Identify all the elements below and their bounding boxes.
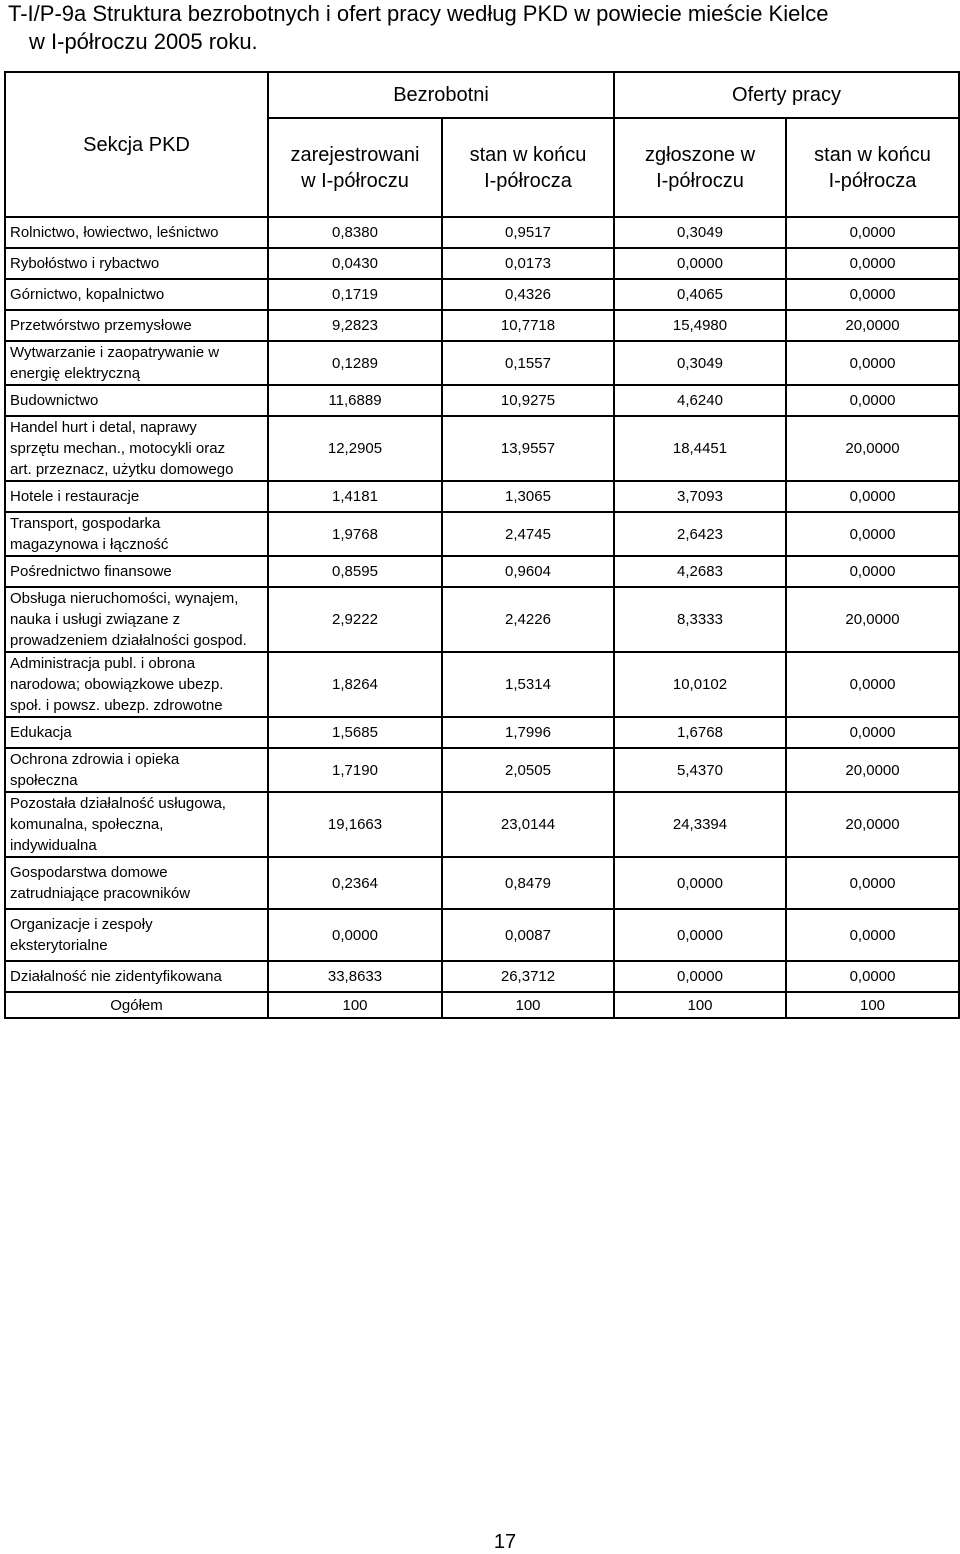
row-label-line: Pośrednictwo finansowe [10,563,172,580]
value-cell: 1,3065 [442,481,614,512]
value-cell: 3,7093 [614,481,786,512]
value-cell: 0,3049 [614,341,786,385]
row-label [5,416,268,481]
value-cell: 0,9604 [442,556,614,587]
value-cell: 0,0430 [268,248,442,279]
value-cell: 2,9222 [268,587,442,652]
page-number: 17 [493,1531,517,1553]
header-line: zgłoszone w [644,143,756,166]
value-cell: 19,1663 [268,792,442,857]
value-cell: 0,0000 [786,961,959,992]
row-label-line: Administracja publ. i obrona [10,655,196,672]
value-cell: 0,4065 [614,279,786,310]
header-oferty-stan [786,118,959,217]
table-row [5,279,959,310]
row-label [5,587,268,652]
value-cell: 13,9557 [442,416,614,481]
row-label-line: energię elektryczną [10,365,141,382]
row-label [5,556,268,587]
value-cell: 18,4451 [614,416,786,481]
header-zarejestrowani [268,118,442,217]
value-cell: 26,3712 [442,961,614,992]
table-row [5,748,959,792]
value-cell: 20,0000 [786,792,959,857]
row-label [5,512,268,556]
value-cell: 2,0505 [442,748,614,792]
header-line: w I-półroczu [301,169,409,192]
value-cell: 0,0000 [614,248,786,279]
document-title [8,0,948,56]
value-cell: 1,7996 [442,717,614,748]
value-cell: 0,0087 [442,909,614,961]
value-cell: 0,0000 [786,512,959,556]
value-cell: 0,3049 [614,217,786,248]
title-line-2: w I-półroczu 2005 roku. [29,29,258,54]
value-cell: 33,8633 [268,961,442,992]
value-cell: 0,9517 [442,217,614,248]
table-row [5,481,959,512]
value-cell: 10,7718 [442,310,614,341]
table-row [5,652,959,717]
row-label-line: narodowa; obowiązkowe ubezp. [10,676,224,693]
row-label-line: prowadzeniem działalności gospod. [10,632,247,649]
total-value-cell: 100 [614,992,786,1018]
row-label-line: Handel hurt i detal, naprawy [10,419,197,436]
header-line: I-półrocza [484,169,572,192]
header-sekcja-pkd: Sekcja PKD [5,72,268,217]
row-label-line: zatrudniające pracowników [10,885,191,902]
total-value-cell: 100 [786,992,959,1018]
value-cell: 0,0000 [786,556,959,587]
pkd-structure-table [4,71,960,1019]
value-cell: 0,1719 [268,279,442,310]
table-row [5,310,959,341]
row-label [5,341,268,385]
row-label-line: komunalna, społeczna, [10,816,164,833]
row-label-line: art. przeznacz, użytku domowego [10,461,234,478]
row-label-line: Działalność nie zidentyfikowana [10,968,222,985]
table-row [5,961,959,992]
row-label [5,652,268,717]
row-label [5,748,268,792]
row-label [5,909,268,961]
table-row [5,217,959,248]
value-cell: 4,2683 [614,556,786,587]
value-cell: 8,3333 [614,587,786,652]
header-line: I-półrocza [828,169,917,192]
value-cell: 11,6889 [268,385,442,416]
value-cell: 0,1289 [268,341,442,385]
value-cell: 20,0000 [786,587,959,652]
row-label-line: Przetwórstwo przemysłowe [10,317,192,334]
row-label-line: Transport, gospodarka [10,515,161,532]
value-cell: 0,0000 [786,217,959,248]
header-oferty-pracy: Oferty pracy [614,72,959,118]
total-value-cell: 100 [268,992,442,1018]
value-cell: 0,4326 [442,279,614,310]
header-line: zarejestrowani [290,143,420,166]
value-cell: 20,0000 [786,416,959,481]
table-row [5,556,959,587]
header-bezrobotni-stan [442,118,614,217]
table-row [5,857,959,909]
value-cell: 10,9275 [442,385,614,416]
total-row [5,992,959,1018]
table-row [5,792,959,857]
table-row [5,416,959,481]
value-cell: 0,0000 [786,857,959,909]
table-row [5,248,959,279]
value-cell: 2,6423 [614,512,786,556]
value-cell: 0,8479 [442,857,614,909]
row-label-line: Ochrona zdrowia i opieka [10,751,180,768]
value-cell: 1,5314 [442,652,614,717]
row-label-line: Organizacje i zespoły [10,916,153,933]
value-cell: 23,0144 [442,792,614,857]
row-label-line: nauka i usługi związane z [10,611,181,628]
value-cell: 24,3394 [614,792,786,857]
row-label-line: Budownictwo [10,392,99,409]
value-cell: 15,4980 [614,310,786,341]
value-cell: 20,0000 [786,748,959,792]
row-label-line: sprzętu mechan., motocykli oraz [10,440,226,457]
header-line: stan w końcu [814,143,931,166]
row-label-line: Wytwarzanie i zaopatrywanie w [10,344,220,361]
total-value-cell: 100 [442,992,614,1018]
row-label-line: Górnictwo, kopalnictwo [10,286,165,303]
row-label [5,217,268,248]
row-label-line: Pozostała działalność usługowa, [10,795,226,812]
header-bezrobotni: Bezrobotni [268,72,614,118]
row-label-line: Rybołóstwo i rybactwo [10,255,160,272]
value-cell: 0,0000 [786,341,959,385]
value-cell: 20,0000 [786,310,959,341]
value-cell: 0,0000 [614,961,786,992]
total-label: Ogółem [5,992,268,1018]
title-line-1: T-I/P-9a Struktura bezrobotnych i ofert pracy według PKD w powiecie mieście Kielce [8,1,829,26]
value-cell: 0,0173 [442,248,614,279]
table-row [5,341,959,385]
row-label-line: Rolnictwo, łowiectwo, leśnictwo [10,224,219,241]
row-label-line: Obsługa nieruchomości, wynajem, [10,590,239,607]
value-cell: 0,0000 [786,279,959,310]
value-cell: 9,2823 [268,310,442,341]
value-cell: 5,4370 [614,748,786,792]
row-label-line: Edukacja [10,724,72,741]
table-row [5,512,959,556]
row-label [5,481,268,512]
value-cell: 1,6768 [614,717,786,748]
row-label [5,248,268,279]
value-cell: 2,4745 [442,512,614,556]
row-label [5,385,268,416]
row-label [5,792,268,857]
value-cell: 2,4226 [442,587,614,652]
value-cell: 1,4181 [268,481,442,512]
value-cell: 4,6240 [614,385,786,416]
value-cell: 0,0000 [614,857,786,909]
value-cell: 1,8264 [268,652,442,717]
table-row [5,717,959,748]
value-cell: 1,9768 [268,512,442,556]
row-label [5,310,268,341]
table-row [5,909,959,961]
header-zgloszone [614,118,786,217]
value-cell: 0,0000 [786,481,959,512]
value-cell: 0,0000 [786,909,959,961]
value-cell: 1,5685 [268,717,442,748]
row-label [5,961,268,992]
value-cell: 0,1557 [442,341,614,385]
value-cell: 10,0102 [614,652,786,717]
value-cell: 1,7190 [268,748,442,792]
value-cell: 0,0000 [614,909,786,961]
row-label-line: społ. i powsz. ubezp. zdrowotne [10,697,223,714]
row-label-line: społeczna [10,772,78,789]
row-label [5,279,268,310]
table-row [5,587,959,652]
row-label-line: magazynowa i łączność [10,536,169,553]
row-label-line: Hotele i restauracje [10,488,140,505]
header-line: stan w końcu [469,143,587,166]
header-line: I-półroczu [656,169,744,192]
value-cell: 0,0000 [786,717,959,748]
value-cell: 0,0000 [786,652,959,717]
row-label-line: eksterytorialne [10,937,108,954]
value-cell: 0,8595 [268,556,442,587]
value-cell: 0,2364 [268,857,442,909]
value-cell: 12,2905 [268,416,442,481]
value-cell: 0,0000 [786,385,959,416]
row-label-line: indywidualna [10,837,97,854]
value-cell: 0,0000 [786,248,959,279]
row-label [5,857,268,909]
table-row [5,385,959,416]
row-label [5,717,268,748]
row-label-line: Gospodarstwa domowe [10,864,168,881]
value-cell: 0,8380 [268,217,442,248]
value-cell: 0,0000 [268,909,442,961]
